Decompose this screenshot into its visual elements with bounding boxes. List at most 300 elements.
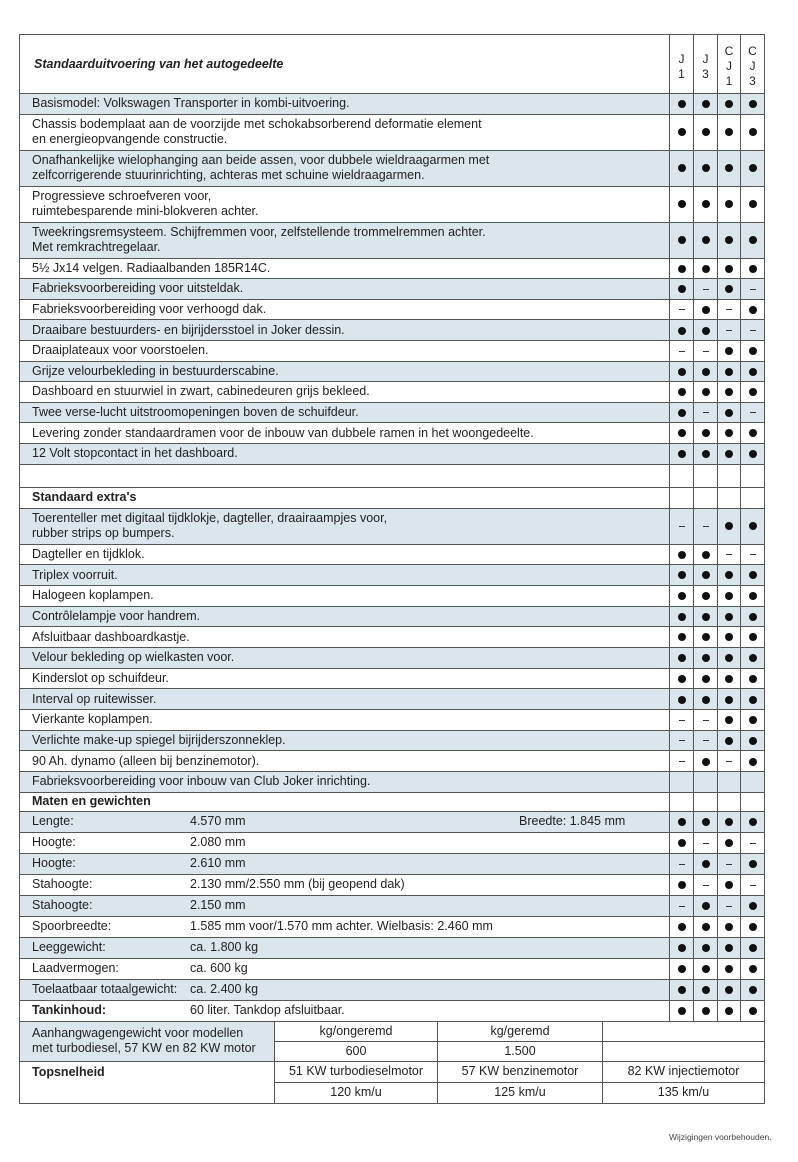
dimension-cell <box>20 811 670 832</box>
model-mark-cell <box>694 382 718 403</box>
included-dot-icon <box>749 965 757 973</box>
included-dot-icon <box>749 944 757 952</box>
model-column-header <box>670 35 694 94</box>
feature-line: Kinderslot op schuifdeur. <box>32 671 169 685</box>
included-dot-icon <box>725 1007 733 1015</box>
dimension-spec <box>32 898 669 913</box>
feature-text <box>20 340 670 361</box>
model-header-char: C <box>748 44 757 58</box>
speed-value: 120 km/u <box>275 1082 438 1103</box>
model-mark-cell <box>694 423 718 444</box>
model-header-char: J <box>702 51 709 66</box>
not-included-dash-icon <box>703 720 709 721</box>
model-mark-cell <box>694 361 718 382</box>
dimension-value: 60 liter. Tankdop afsluitbaar. <box>190 1003 345 1018</box>
included-dot-icon <box>749 654 757 662</box>
not-included-dash-icon <box>726 309 732 310</box>
included-dot-icon <box>702 327 710 335</box>
model-mark-cell <box>741 585 765 606</box>
model-mark-cell <box>718 423 741 444</box>
model-mark-cell <box>718 402 741 423</box>
model-mark-cell <box>694 585 718 606</box>
model-mark-cell <box>670 689 694 710</box>
included-dot-icon <box>678 551 686 559</box>
included-dot-icon <box>725 965 733 973</box>
included-dot-icon <box>749 716 757 724</box>
included-dot-icon <box>702 236 710 244</box>
model-mark-cell <box>718 443 741 464</box>
feature-text <box>20 668 670 689</box>
model-mark-cell <box>694 689 718 710</box>
feature-text <box>20 402 670 423</box>
feature-row <box>20 689 765 710</box>
feature-line: Triplex voorruit. <box>32 567 118 582</box>
model-mark-cell <box>670 772 694 793</box>
included-dot-icon <box>749 450 757 458</box>
model-mark-cell <box>694 565 718 586</box>
included-dot-icon <box>678 965 686 973</box>
model-mark-cell <box>741 565 765 586</box>
included-dot-icon <box>749 265 757 273</box>
model-mark-cell <box>718 565 741 586</box>
included-dot-icon <box>678 923 686 931</box>
feature-text <box>20 710 670 731</box>
model-mark-cell <box>741 958 765 979</box>
model-mark-cell <box>741 443 765 464</box>
included-dot-icon <box>702 571 710 579</box>
model-mark-cell <box>670 916 694 937</box>
model-mark-cell <box>694 895 718 916</box>
model-header-char: 1 <box>725 74 733 88</box>
feature-row <box>20 668 765 689</box>
feature-row <box>20 751 765 772</box>
included-dot-icon <box>678 265 686 273</box>
model-mark-cell <box>741 979 765 1000</box>
dimension-cell <box>20 958 670 979</box>
not-included-dash-icon <box>750 554 756 555</box>
model-mark-cell <box>694 94 718 115</box>
model-header-char: J <box>726 59 732 73</box>
feature-row <box>20 585 765 606</box>
included-dot-icon <box>702 306 710 314</box>
model-mark-cell <box>694 299 718 320</box>
included-dot-icon <box>678 592 686 600</box>
included-dot-icon <box>678 881 686 889</box>
towing-empty-cell <box>603 1041 765 1061</box>
included-dot-icon <box>749 347 757 355</box>
model-mark-cell <box>670 222 694 258</box>
included-dot-icon <box>702 860 710 868</box>
model-mark-cell <box>670 340 694 361</box>
dimension-row <box>20 811 765 832</box>
not-included-dash-icon <box>750 412 756 413</box>
towing-label-line: met turbodiesel, 57 KW en 82 KW motor <box>32 1041 256 1056</box>
feature-line: 90 Ah. dynamo (alleen bij benzinemotor). <box>32 753 260 768</box>
dimension-row <box>20 979 765 1000</box>
not-included-dash-icon <box>679 351 685 352</box>
model-mark-cell <box>694 627 718 648</box>
model-mark-cell <box>694 487 718 508</box>
model-mark-cell <box>670 443 694 464</box>
model-mark-cell <box>694 811 718 832</box>
spec-sheet <box>19 34 764 1127</box>
model-column-header <box>741 35 765 94</box>
dimension-row <box>20 895 765 916</box>
model-mark-cell <box>718 647 741 668</box>
feature-text <box>20 730 670 751</box>
feature-text <box>20 186 670 222</box>
model-mark-cell <box>670 258 694 279</box>
feature-line: Tweekringsremsysteem. Schijfremmen voor, zelfstellende trommelremmen achter. <box>32 225 486 240</box>
model-mark-cell <box>670 565 694 586</box>
model-mark-cell <box>670 94 694 115</box>
feature-row <box>20 279 765 300</box>
included-dot-icon <box>725 409 733 417</box>
model-mark-cell <box>670 361 694 382</box>
dimension-value: 2.080 mm <box>190 835 246 850</box>
feature-text <box>20 382 670 403</box>
included-dot-icon <box>678 368 686 376</box>
dimension-cell <box>20 937 670 958</box>
feature-row <box>20 544 765 565</box>
included-dot-icon <box>678 236 686 244</box>
model-mark-cell <box>670 508 694 544</box>
included-dot-icon <box>749 633 757 641</box>
feature-row <box>20 647 765 668</box>
model-mark-cell <box>718 186 741 222</box>
model-mark-cell <box>718 382 741 403</box>
model-mark-cell <box>670 402 694 423</box>
model-mark-cell <box>670 958 694 979</box>
model-mark-cell <box>741 150 765 186</box>
included-dot-icon <box>749 818 757 826</box>
feature-text <box>20 508 670 544</box>
towing-unbraked-head: kg/ongeremd <box>275 1021 438 1041</box>
included-dot-icon <box>725 986 733 994</box>
model-mark-cell <box>670 423 694 444</box>
included-dot-icon <box>725 881 733 889</box>
not-included-dash-icon <box>679 740 685 741</box>
dimension-label: Laadvermogen: <box>32 961 119 976</box>
dimension-label: Tankinhoud: <box>32 1003 107 1018</box>
included-dot-icon <box>749 100 757 108</box>
dimension-value: 2.610 mm <box>190 856 246 871</box>
model-mark-cell <box>694 792 718 811</box>
model-mark-cell <box>718 279 741 300</box>
model-mark-cell <box>670 730 694 751</box>
feature-text <box>20 606 670 627</box>
included-dot-icon <box>725 633 733 641</box>
feature-line: Fabrieksvoorbereiding voor verhoogd dak. <box>32 302 267 317</box>
model-mark-cell <box>670 668 694 689</box>
model-mark-cell <box>718 730 741 751</box>
included-dot-icon <box>725 522 733 530</box>
included-dot-icon <box>725 716 733 724</box>
included-dot-icon <box>725 944 733 952</box>
model-mark-cell <box>718 916 741 937</box>
model-mark-cell <box>741 279 765 300</box>
model-mark-cell <box>694 464 718 487</box>
included-dot-icon <box>749 902 757 910</box>
included-dot-icon <box>702 923 710 931</box>
feature-row <box>20 627 765 648</box>
model-mark-cell <box>670 811 694 832</box>
spec-table <box>19 34 765 1022</box>
dimension-label: Spoorbreedte: <box>32 919 112 934</box>
included-dot-icon <box>678 200 686 208</box>
towing-label-line: Aanhangwagengewicht voor modellen <box>32 1026 244 1041</box>
towing-braked-head: kg/geremd <box>438 1021 603 1041</box>
model-mark-cell <box>741 853 765 874</box>
model-mark-cell <box>670 792 694 811</box>
model-mark-cell <box>694 544 718 565</box>
model-mark-cell <box>670 382 694 403</box>
not-included-dash-icon <box>703 740 709 741</box>
feature-line: Chassis bodemplaat aan de voorzijde met schokabsorberend deformatie element <box>32 117 482 132</box>
model-column-header <box>694 35 718 94</box>
model-mark-cell <box>670 464 694 487</box>
included-dot-icon <box>725 675 733 683</box>
included-dot-icon <box>678 986 686 994</box>
model-mark-cell <box>718 937 741 958</box>
feature-text <box>20 772 670 793</box>
section-row <box>20 792 765 811</box>
included-dot-icon <box>749 388 757 396</box>
model-mark-cell <box>741 487 765 508</box>
model-mark-cell <box>694 1000 718 1021</box>
included-dot-icon <box>678 100 686 108</box>
dimension-label: Toelaatbaar totaalgewicht: <box>32 982 178 997</box>
not-included-dash-icon <box>726 864 732 865</box>
feature-line: Afsluitbaar dashboardkastje. <box>32 629 190 644</box>
speed-value: 135 km/u <box>603 1082 765 1103</box>
model-mark-cell <box>694 916 718 937</box>
included-dot-icon <box>702 450 710 458</box>
included-dot-icon <box>702 1007 710 1015</box>
included-dot-icon <box>749 164 757 172</box>
feature-text <box>20 647 670 668</box>
model-mark-cell <box>718 114 741 150</box>
model-mark-cell <box>694 443 718 464</box>
included-dot-icon <box>702 100 710 108</box>
model-mark-cell <box>718 772 741 793</box>
model-mark-cell <box>718 958 741 979</box>
feature-row <box>20 150 765 186</box>
feature-text <box>20 361 670 382</box>
dimension-row <box>20 1000 765 1021</box>
model-mark-cell <box>741 811 765 832</box>
dimension-value: 2.130 mm/2.550 mm (bij geopend dak) <box>190 877 405 892</box>
model-mark-cell <box>718 585 741 606</box>
towing-braked-value: 1.500 <box>438 1041 603 1061</box>
included-dot-icon <box>702 368 710 376</box>
top-speed-label: Topsnelheid <box>20 1061 275 1103</box>
feature-text <box>20 689 670 710</box>
model-mark-cell <box>741 361 765 382</box>
model-mark-cell <box>694 958 718 979</box>
feature-line: 12 Volt stopcontact in het dashboard. <box>32 446 238 461</box>
included-dot-icon <box>749 429 757 437</box>
model-mark-cell <box>670 853 694 874</box>
feature-row <box>20 382 765 403</box>
included-dot-icon <box>725 164 733 172</box>
towing-speed-table <box>19 1021 765 1104</box>
model-mark-cell <box>741 258 765 279</box>
model-mark-cell <box>694 647 718 668</box>
dimension-spec <box>32 961 669 976</box>
dimension-spec <box>32 814 669 829</box>
feature-line: Dagteller en tijdklok. <box>32 546 145 561</box>
dimension-value: ca. 600 kg <box>190 961 248 976</box>
included-dot-icon <box>725 236 733 244</box>
included-dot-icon <box>702 902 710 910</box>
dimension-label: Stahoogte: <box>32 898 93 913</box>
dimension-spec <box>32 856 669 871</box>
included-dot-icon <box>725 613 733 621</box>
not-included-dash-icon <box>750 885 756 886</box>
model-mark-cell <box>694 668 718 689</box>
model-mark-cell <box>741 544 765 565</box>
not-included-dash-icon <box>703 289 709 290</box>
dimension-row <box>20 958 765 979</box>
model-mark-cell <box>718 258 741 279</box>
model-mark-cell <box>741 627 765 648</box>
model-mark-cell <box>694 874 718 895</box>
model-mark-cell <box>670 647 694 668</box>
model-header-char: 1 <box>678 66 685 81</box>
model-mark-cell <box>694 772 718 793</box>
feature-row <box>20 443 765 464</box>
model-mark-cell <box>670 544 694 565</box>
model-mark-cell <box>694 710 718 731</box>
feature-text <box>20 258 670 279</box>
towing-unbraked-value: 600 <box>275 1041 438 1061</box>
dimension-cell <box>20 1000 670 1021</box>
model-mark-cell <box>670 627 694 648</box>
included-dot-icon <box>678 450 686 458</box>
included-dot-icon <box>702 164 710 172</box>
model-mark-cell <box>694 186 718 222</box>
dimension-label: Stahoogte: <box>32 877 93 892</box>
model-mark-cell <box>670 150 694 186</box>
feature-text <box>20 150 670 186</box>
feature-row <box>20 402 765 423</box>
model-mark-cell <box>670 186 694 222</box>
model-mark-cell <box>718 487 741 508</box>
included-dot-icon <box>749 860 757 868</box>
included-dot-icon <box>678 388 686 396</box>
not-included-dash-icon <box>703 526 709 527</box>
model-mark-cell <box>718 1000 741 1021</box>
included-dot-icon <box>678 164 686 172</box>
model-mark-cell <box>741 186 765 222</box>
model-mark-cell <box>670 874 694 895</box>
model-mark-cell <box>670 979 694 1000</box>
feature-line: en energieopvangende constructie. <box>32 132 228 147</box>
model-mark-cell <box>670 1000 694 1021</box>
model-mark-cell <box>718 340 741 361</box>
feature-row <box>20 320 765 341</box>
model-mark-cell <box>670 895 694 916</box>
dimension-row <box>20 937 765 958</box>
model-mark-cell <box>718 710 741 731</box>
included-dot-icon <box>678 327 686 335</box>
model-mark-cell <box>741 94 765 115</box>
dimension-label: Leeggewicht: <box>32 940 106 955</box>
section-title-dimensions: Maten en gewichten <box>20 792 670 811</box>
included-dot-icon <box>725 200 733 208</box>
model-mark-cell <box>718 320 741 341</box>
model-mark-cell <box>741 402 765 423</box>
feature-text <box>20 565 670 586</box>
not-included-dash-icon <box>679 864 685 865</box>
not-included-dash-icon <box>726 330 732 331</box>
model-mark-cell <box>741 423 765 444</box>
not-included-dash-icon <box>679 761 685 762</box>
feature-line: Levering zonder standaardramen voor de inbouw van dubbele ramen in het woongedeelte. <box>32 425 534 440</box>
model-mark-cell <box>718 792 741 811</box>
model-mark-cell <box>741 464 765 487</box>
dimension-label: Lengte: <box>32 814 74 829</box>
feature-row <box>20 423 765 444</box>
footnote: Wijzigingen voorbehouden. <box>669 1132 772 1142</box>
model-mark-cell <box>741 222 765 258</box>
included-dot-icon <box>749 758 757 766</box>
feature-text <box>20 443 670 464</box>
model-header-char: 3 <box>702 66 709 81</box>
included-dot-icon <box>702 944 710 952</box>
model-header-char: J <box>749 59 756 73</box>
feature-text <box>20 94 670 115</box>
model-mark-cell <box>694 730 718 751</box>
not-included-dash-icon <box>726 906 732 907</box>
not-included-dash-icon <box>703 412 709 413</box>
not-included-dash-icon <box>750 843 756 844</box>
included-dot-icon <box>749 1007 757 1015</box>
engine-label: 57 KW benzinemotor <box>438 1061 603 1082</box>
feature-text <box>20 299 670 320</box>
not-included-dash-icon <box>679 906 685 907</box>
included-dot-icon <box>749 306 757 314</box>
not-included-dash-icon <box>726 554 732 555</box>
feature-row <box>20 710 765 731</box>
feature-line: rubber strips op bumpers. <box>32 526 175 541</box>
included-dot-icon <box>725 839 733 847</box>
model-header-char: J <box>678 51 685 66</box>
feature-line: 5½ Jx14 velgen. Radiaalbanden 185R14C. <box>32 260 271 275</box>
not-included-dash-icon <box>750 289 756 290</box>
model-mark-cell <box>741 508 765 544</box>
model-mark-cell <box>694 751 718 772</box>
included-dot-icon <box>749 128 757 136</box>
included-dot-icon <box>702 986 710 994</box>
included-dot-icon <box>749 696 757 704</box>
included-dot-icon <box>702 675 710 683</box>
included-dot-icon <box>725 265 733 273</box>
feature-text <box>20 585 670 606</box>
feature-text <box>20 279 670 300</box>
model-mark-cell <box>718 853 741 874</box>
model-mark-cell <box>741 689 765 710</box>
feature-row <box>20 186 765 222</box>
model-mark-cell <box>694 832 718 853</box>
feature-line: Draaiplateaux voor voorstoelen. <box>32 343 209 358</box>
feature-line: Grijze velourbekleding in bestuurderscabine. <box>32 363 279 378</box>
model-mark-cell <box>694 320 718 341</box>
included-dot-icon <box>702 265 710 273</box>
included-dot-icon <box>749 986 757 994</box>
included-dot-icon <box>725 429 733 437</box>
